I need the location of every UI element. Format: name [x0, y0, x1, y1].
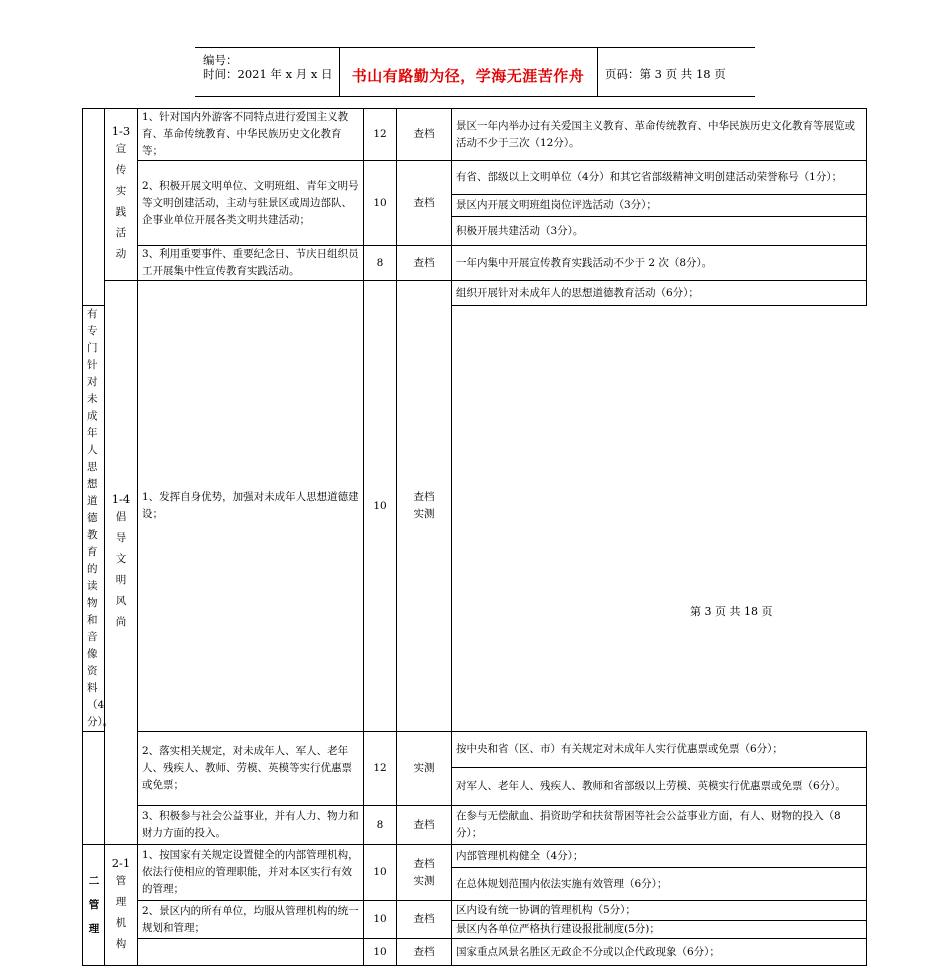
- method-cell: 查档 实测: [397, 845, 452, 901]
- table-row: [83, 161, 867, 195]
- method-cell: 查档: [397, 246, 452, 281]
- category-cell-management: [83, 845, 105, 966]
- score-cell: 12: [364, 109, 397, 161]
- content-cell: 2、落实相关规定，对未成年人、军人、老年人、残疾人、教师、劳模、英模等实行优惠票或免票；: [138, 732, 364, 806]
- method-cell: 查档: [397, 901, 452, 939]
- table-row: [83, 939, 867, 966]
- standard-cell: 有专门针对未成年人思想道德教育的读物和音像资料（4分）。: [83, 306, 105, 732]
- standard-cell: 积极开展共建活动（3分）。: [452, 217, 867, 246]
- category-name: 二管理: [88, 875, 100, 935]
- subcategory-code: 1-4: [111, 492, 131, 506]
- category-cell-blank: [83, 732, 105, 845]
- content-cell: 1、按国家有关规定设置健全的内部管理机构，依法行使相应的管理职能，并对本区实行有效的管理；: [138, 845, 364, 901]
- score-cell: 8: [364, 806, 397, 845]
- document-header: [195, 47, 755, 97]
- evaluation-table: [82, 108, 867, 966]
- page-footer: 第 3 页 共 18 页: [690, 605, 773, 618]
- method-cell: 实测: [397, 732, 452, 806]
- score-cell: 10: [364, 161, 397, 246]
- content-cell: 2、积极开展文明单位、文明班组、青年文明号等文明创建活动，主动与驻景区或周边部队、企事业单位开展各类文明共建活动；: [138, 161, 364, 246]
- standard-cell: 有省、部级以上文明单位（4分）和其它省部级精神文明创建活动荣誉称号（1分）；: [452, 161, 867, 195]
- header-page-cell: [597, 48, 755, 96]
- standard-cell: 内部管理机构健全（4分）；: [452, 845, 867, 868]
- table-row: [83, 845, 867, 868]
- method-cell: 查档: [397, 806, 452, 845]
- standard-cell: 国家重点风景名胜区无政企不分或以企代政现象（6分）；: [452, 939, 867, 966]
- content-cell: [138, 939, 364, 966]
- time-label: 时间：2021 年 x 月 x 日: [203, 67, 333, 81]
- subcategory-code: 2-1: [111, 855, 131, 870]
- header-motto-cell: [339, 48, 598, 96]
- table-row: [83, 901, 867, 921]
- standard-cell: 一年内集中开展宣传教育实践活动不少于 2 次（8分）。: [452, 246, 867, 281]
- score-cell: 10: [364, 939, 397, 966]
- standard-cell: 按中央和省（区、市）有关规定对未成年人实行优惠票或免票（6分）；: [452, 732, 867, 768]
- serial-label: 编号：: [203, 53, 238, 67]
- method-cell: 查档 实测: [397, 281, 452, 732]
- method-cell: 查档: [397, 109, 452, 161]
- table-row: [83, 109, 867, 161]
- score-cell: 10: [364, 845, 397, 901]
- subcategory-name: 管理机构: [115, 874, 127, 950]
- category-cell-blank: [83, 109, 105, 306]
- table-row: [83, 732, 867, 768]
- standard-cell: 对军人、老年人、残疾人、教师和省部级以上劳模、英模实行优惠票或免票（6分）。: [452, 768, 867, 806]
- standard-cell: 景区一年内举办过有关爱国主义教育、革命传统教育、中华民族历史文化教育等展览或活动不少于三次（12分）。: [452, 109, 867, 161]
- method-cell: 查档: [397, 939, 452, 966]
- standard-cell: 区内设有统一协调的管理机构（5分）；: [452, 901, 867, 921]
- standard-cell: 景区内开展文明班组岗位评选活动（3分）；: [452, 195, 867, 217]
- score-cell: 8: [364, 246, 397, 281]
- page-code: 页码：第 3 页 共 18 页: [605, 67, 726, 81]
- subcategory-1-4: [105, 281, 138, 845]
- header-meta: [195, 48, 340, 96]
- subcategory-1-3: [105, 109, 138, 281]
- table-row: [83, 246, 867, 281]
- content-cell: 2、景区内的所有单位，均服从管理机构的统一规划和管理；: [138, 901, 364, 939]
- subcategory-code: 1-3: [111, 124, 131, 138]
- subcategory-name: 倡导文明风尚: [115, 511, 127, 628]
- score-cell: 10: [364, 901, 397, 939]
- score-cell: 12: [364, 732, 397, 806]
- standard-cell: 组织开展针对未成年人的思想道德教育活动（6分）；: [452, 281, 867, 306]
- motto: 书山有路勤为径，学海无涯苦作舟: [351, 67, 585, 85]
- content-cell: 3、积极参与社会公益事业，并有人力、物力和财力方面的投入。: [138, 806, 364, 845]
- score-cell: 10: [364, 281, 397, 732]
- method-cell: 查档: [397, 161, 452, 246]
- standard-cell: 在参与无偿献血、捐资助学和扶贫帮困等社会公益事业方面，有人、财物的投入（8分）；: [452, 806, 867, 845]
- subcategory-2-1: [105, 845, 138, 966]
- standard-cell: 在总体规划范围内依法实施有效管理（6分）；: [452, 868, 867, 901]
- content-cell: 3、利用重要事件、重要纪念日、节庆日组织员工开展集中性宣传教育实践活动。: [138, 246, 364, 281]
- content-cell: 1、针对国内外游客不同特点进行爱国主义教育、革命传统教育、中华民族历史文化教育等；: [138, 109, 364, 161]
- subcategory-name: 宣传实践活动: [115, 143, 127, 260]
- content-cell: 1、发挥自身优势，加强对未成年人思想道德建设；: [138, 281, 364, 732]
- table-row: [83, 806, 867, 845]
- standard-cell: 景区内各单位严格执行建设报批制度(5分)；: [452, 921, 867, 939]
- table-row: [83, 281, 867, 306]
